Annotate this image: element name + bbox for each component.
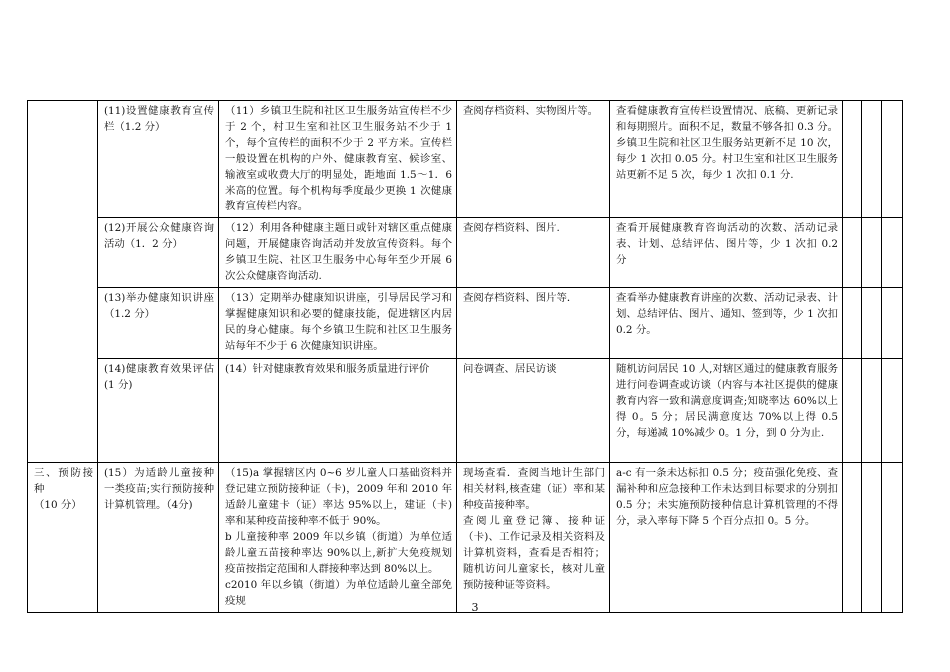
- method-cell: 查阅存档资料、图片等．: [457, 288, 610, 359]
- score-cell: [843, 463, 862, 612]
- scoring-cell: 随机访问居民 10 人,对辖区通过的健康教育服务进行问卷调查或访谈（内容与本社区提供的健康教育内容一致和满意度调查;知晓率达 60%以上得 0。5 分；居民满意度达 70%以上得 0.5 分，每递减 10%减少 0。1 分，到 0 分为止.: [610, 359, 843, 463]
- item-cell: (12)开展公众健康咨询活动（1．2 分）: [98, 218, 219, 288]
- score-cell: [882, 288, 903, 359]
- table-row: [28, 218, 903, 288]
- score-cell: [843, 101, 862, 218]
- category-label: 三、预防接种: [34, 467, 93, 496]
- scoring-cell: 查看健康教育宣传栏设置情况、底稿、更新记录和每期照片。面积不足，数量不够各扣 0.3 分。乡镇卫生院和社区卫生服务站更新不足 10 次，每少 1 次扣 0.05 分。村卫生室和社区卫生服务站更新不足 5 次，每少 1 次扣 0.1 分.: [610, 101, 843, 218]
- assessment-table: [27, 100, 903, 613]
- score-cell: [882, 359, 903, 463]
- standard-cell: (14）针对健康教育效果和服务质量进行评价: [219, 359, 457, 463]
- item-cell: (14)健康教育效果评估(1 分): [98, 359, 219, 463]
- score-cell: [862, 463, 882, 612]
- method-cell: 现场查看．查阅当地计生部门相关材料,核查建（证）率和某种疫苗接种率。 查阅儿童登记簿、接种证（卡)、工作记录及相关资料及计算机资料，查看是否相符；随机访问儿童家长，核对儿童预防接种证等资料。: [457, 463, 610, 612]
- page-number: 3: [471, 601, 479, 614]
- score-cell: [882, 463, 903, 612]
- score-cell: [862, 359, 882, 463]
- standard-cell: （13）定期举办健康知识讲座，引导居民学习和掌握健康知识和必要的健康技能，促进辖区内居民的身心健康。每个乡镇卫生院和社区卫生服务站每年不少于 6 次健康知识讲座。: [219, 288, 457, 359]
- table-row: [28, 463, 903, 612]
- score-cell: [862, 101, 882, 218]
- score-cell: [882, 101, 903, 218]
- score-cell: [862, 288, 882, 359]
- standard-cell: （11）乡镇卫生院和社区卫生服务站宣传栏不少于 2 个，村卫生室和社区卫生服务站不少于 1 个，每个宣传栏的面积不少于 2 平方米。宣传栏一般设置在机构的户外、健康教育室、候诊室、输液室或收费大厅的明显处，距地面 1.5～1．6 米高的位置。每个机构每季度最少更换 1 次健康教育宣传栏内容。: [219, 101, 457, 218]
- scoring-cell: a-c 有一条未达标扣 0.5 分；疫苗强化免疫、查漏补种和应急接种工作未达到目标要求的分别扣 0.5 分；未实施预防接种信息计算机管理的不得分，录入率每下降 5 个百分点扣 0。5 分。: [610, 463, 843, 612]
- category-cell: [28, 463, 98, 612]
- score-cell: [843, 288, 862, 359]
- standard-cell: （15)a 掌握辖区内 0~6 岁儿童人口基础资料并登记建立预防接种证（卡)，2009 年和 2010 年适龄儿童建卡（证）率达 95%以上，建证（卡)率和某种疫苗接种率不低于 90%。 b 儿童接种率 2009 年以乡镇（街道）为单位适龄儿童五苗接种率达 90%以上,新扩大免疫规划疫苗按指定范围和人群接种率达到 80%以上。 c2010 年以乡镇（街道）为单位适龄儿童全部免疫规: [219, 463, 457, 612]
- method-cell: 查阅存档资料、实物图片等。: [457, 101, 610, 218]
- scoring-cell: 查看开展健康教育咨询活动的次数、活动记录表、计划、总结评估、图片等，少 1 次扣 0.2 分: [610, 218, 843, 288]
- category-score: （10 分）: [34, 499, 82, 512]
- score-cell: [843, 218, 862, 288]
- item-cell: (11)设置健康教育宣传栏（1.2 分）: [98, 101, 219, 218]
- method-cell: 查阅存档资料、图片.: [457, 218, 610, 288]
- scoring-cell: 查看举办健康教育讲座的次数、活动记录表、计划、总结评估、图片、通知、签到等，少 1 次扣 0.2 分。: [610, 288, 843, 359]
- score-cell: [882, 218, 903, 288]
- item-cell: (13)举办健康知识讲座（1.2 分）: [98, 288, 219, 359]
- table-row: [28, 101, 903, 218]
- category-cell: [28, 101, 98, 463]
- score-cell: [843, 359, 862, 463]
- method-cell: 问卷调查、居民访谈: [457, 359, 610, 463]
- item-cell: (15）为适龄儿童接种一类疫苗;实行预防接种计算机管理。（4分): [98, 463, 219, 612]
- score-cell: [862, 218, 882, 288]
- standard-cell: （12）利用各种健康主题日或针对辖区重点健康问题，开展健康咨询活动并发放宣传资料。每个乡镇卫生院、社区卫生服务中心每年至少开展 6 次公众健康咨询活动.: [219, 218, 457, 288]
- table-row: [28, 288, 903, 359]
- table-row: [28, 359, 903, 463]
